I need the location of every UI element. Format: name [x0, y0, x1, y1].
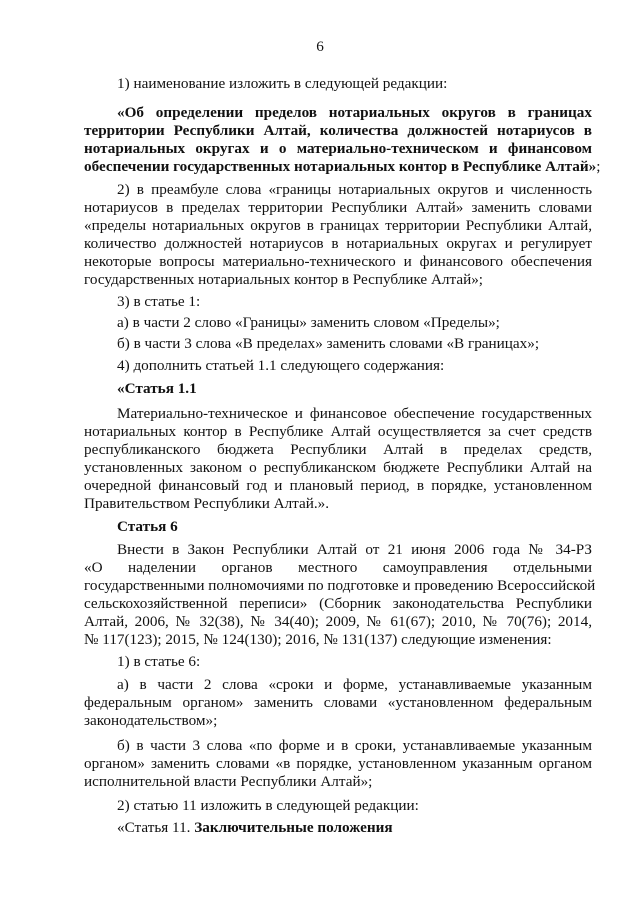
text-line: федеральным органом» заменить словами «установленном федеральным — [84, 694, 592, 711]
text-line: республиканского бюджета Республики Алтай в пределах средств, — [84, 441, 592, 458]
text-line: очередной финансовый год и плановый период, в порядке, установленном — [84, 477, 592, 494]
text-line: «Статья 11. Заключительные положения — [117, 819, 393, 836]
paragraph-item-6-1 — [84, 653, 592, 671]
text-line: государственными полномочиями по подготовке и проведению Всероссийской — [84, 577, 596, 594]
text-line: Алтай, 2006, № 32(38), № 34(40); 2009, № 61(67); 2010, № 70(76); 2014, — [84, 613, 592, 630]
text-line: «О наделении органов местного самоуправления отдельными — [84, 559, 592, 576]
text-line: 1) в статье 6: — [117, 653, 201, 670]
text-line: органом» заменить словами «в порядке, установленном указанным органом — [84, 755, 592, 772]
text-line: Статья 6 — [117, 518, 178, 535]
text-line: № 117(123); 2015, № 124(130); 2016, № 131(137) следующие изменения: — [84, 631, 552, 648]
text-line: государственных нотариальных контор в Республике Алтай»; — [84, 271, 484, 288]
paragraph-subitem-6-b — [84, 737, 592, 791]
text-line: сельскохозяйственной переписи» (Сборник законодательства Республики — [84, 595, 592, 612]
text-line: 2) статью 11 изложить в следующей редакции: — [117, 797, 419, 814]
text-line: нотариальных контор в Республике Алтай осуществляется за счет средств — [84, 423, 592, 440]
text-line: территории Республики Алтай, количества должностей нотариусов в — [84, 122, 592, 139]
text-line: б) в части 3 слова «В пределах» заменить словами «В границах»; — [117, 335, 540, 352]
text-line: 4) дополнить статьей 1.1 следующего содержания: — [117, 357, 445, 374]
text-line: законодательством»; — [84, 712, 218, 729]
article-heading-6 — [84, 518, 592, 536]
text-line: нотариальных округах и о материально-техническом и финансовом — [84, 140, 592, 157]
text-line: Внести в Закон Республики Алтай от 21 июня 2006 года № 34-РЗ — [117, 541, 592, 558]
text-line: исполнительной власти Республики Алтай»; — [84, 773, 373, 790]
text-line: нотариусов в пределах территории Республики Алтай» заменить словами — [84, 199, 592, 216]
paragraph-item-6-2 — [84, 797, 592, 815]
paragraph-subitem-6-a — [84, 676, 592, 730]
paragraph-article-1-1-body — [84, 405, 592, 513]
text-line: а) в части 2 слово «Границы» заменить словом «Пределы»; — [117, 314, 500, 331]
text-line: некоторые вопросы материально-технического и финансового обеспечения — [84, 253, 592, 270]
paragraph-subitem-a — [84, 314, 592, 332]
text-line: «Об определении пределов нотариальных округов в границах — [117, 104, 592, 121]
text-line: «пределы нотариальных округов в границах территории Республики Алтай, — [84, 217, 592, 234]
page-number: 6 — [316, 38, 324, 55]
paragraph-item-2 — [84, 181, 592, 289]
text-line: «Статья 1.1 — [117, 380, 197, 397]
text-line: Правительством Республики Алтай.». — [84, 495, 330, 512]
text-line: 2) в преамбуле слова «границы нотариальных округов и численность — [117, 181, 592, 198]
text-line: количество должностей нотариусов в нотариальных округах и регулирует — [84, 235, 592, 252]
text-line: установленных законом о республиканском бюджете Республики Алтай на — [84, 459, 592, 476]
paragraph-item-1 — [84, 75, 592, 93]
article-heading-1-1 — [84, 380, 592, 398]
paragraph-subitem-b — [84, 335, 592, 353]
article-heading-11 — [84, 819, 592, 837]
text-line: 3) в статье 1: — [117, 293, 201, 310]
text-line: а) в части 2 слова «сроки и форме, устанавливаемые указанным — [117, 676, 592, 693]
paragraph-law-title — [84, 104, 601, 176]
paragraph-item-4 — [84, 357, 592, 375]
text-line: обеспечении государственных нотариальных контор в Республике Алтай»; — [84, 158, 601, 175]
text-line: б) в части 3 слова «по форме и в сроки, устанавливаемые указанным — [117, 737, 592, 754]
text-line: Материально-техническое и финансовое обеспечение государственных — [117, 405, 592, 422]
paragraph-article-6-body — [84, 541, 596, 649]
text-line: 1) наименование изложить в следующей редакции: — [117, 75, 448, 92]
paragraph-item-3 — [84, 293, 592, 311]
